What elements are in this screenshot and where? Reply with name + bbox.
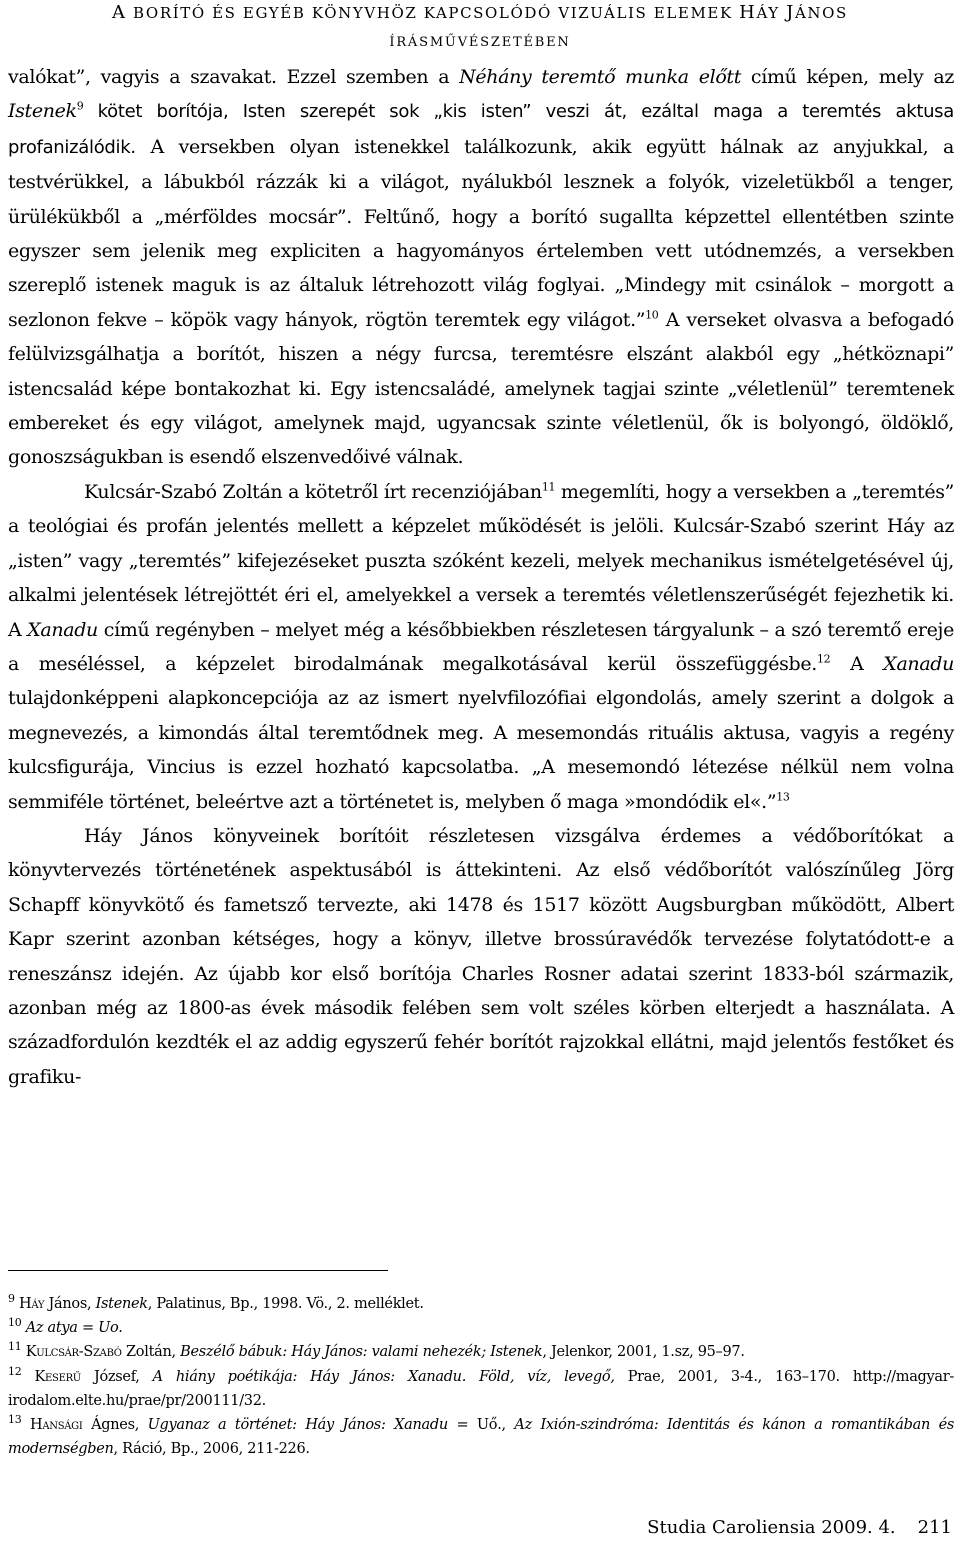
footnote-12 [8,1365,954,1413]
paragraph-2 [8,475,954,819]
running-head-line-2: ÍRÁSMŰVÉSZETÉBEN [389,35,571,50]
running-head-initial-a: A [112,2,127,23]
page-number: 211 [917,1517,952,1538]
footnote-11-author-rest: Zoltán, [121,1344,181,1361]
footnote-12-rest: Prae, 2001, 3-4., 163–170. [614,1368,840,1385]
p2-text-3: című regényben – melyet még a későbbiekben részletesen tárgyalunk – a szó teremtő ereje a meséléssel, a képzelet birodalmának megalkotásával kerül összefüggésbe. [8,618,954,675]
footnote-9-title: Istenek [95,1296,148,1312]
footnote-12-number: 12 [8,1364,22,1378]
footnote-ref-10[interactable]: 10 [645,308,659,322]
footnote-10-number: 10 [8,1316,22,1330]
footnote-9-rest: , Palatinus, Bp., 1998. Vö., 2. melléklet. [147,1296,424,1312]
footnotes [8,1292,954,1461]
footnote-ref-9[interactable]: 9 [76,100,84,114]
p1-text-5: A verseket olvasva a befogadó felülvizsgálhatja a borítót, hiszen a négy furcsa, teremtésre elszánt alakból egy „hétköznapi” istencsalád képe bontakozhat ki. Egy istencsaládé, amelynek tagjai szinte „véletlenül” teremtenek embereket és egy világot, amelynek majd, ugyancsak szinte véletlenül, ők is bolyongó, öldöklő, gonoszságukban is esendő elszenvedőivé válnak. [8,308,954,469]
footnote-12-author: Keserű [34,1368,81,1385]
p2-text-1: Kulcsár-Szabó Zoltán a kötetről írt recenziójában [84,480,542,503]
running-head-title: BORÍTÓ ÉS EGYÉB KÖNYVHÖZ KAPCSOLÓDÓ VIZUÁLIS ELEMEK [133,4,733,22]
running-head-hay: ÁY [756,4,780,22]
footnote-13 [8,1413,954,1461]
footnote-9-author: Háy [19,1296,45,1312]
p2-italic-title-1: Xanadu [27,618,98,641]
main-text [8,60,954,1094]
running-head [0,0,960,53]
paragraph-3 [8,819,954,1094]
footnote-10-text: Az atya = Uo. [25,1320,123,1337]
p1-italic-title-1: Néhány teremtő munka előtt [459,66,741,88]
running-head-initial-j: J [786,2,795,23]
paragraph-1 [8,60,954,475]
footnote-12-title: A hiány poétikája: Háy János: Xanadu. Föld, víz, levegő, [152,1368,615,1385]
p3-text-1: Háy János könyveinek borítóit részletesen vizsgálva érdemes a védőborítókat a könyvtervezés történetének aspektusából is áttekinteni. Az első védőborítót valószínűleg Jörg Schapff könyvkötő és fametsző tervezte, aki 1478 és 1517 között Augsburgban működött, Albert Kapr szerint azonban kétséges, hogy a könyv, illetve brossúravédők tervezése folytatódott-e a reneszánsz idején. Az újabb kor első borítója Charles Rosner adatai szerint 1833-ból származik, azonban még az 1800-as évek második felében sem volt széles körben elterjedt a használata. A századfordulón kezdték el az addig egyszerű fehér borítót rajzokkal ellátni, majd jelentős festőket és grafiku- [8,824,954,1088]
p1-text-3: kötet borítója, Isten szerepét sok „kis isten” veszi át, ezáltal maga a teremtés aktusa profanizálódik. [8,101,954,158]
footnote-11-number: 11 [8,1340,22,1354]
p2-text-5: tulajdonképpeni alapkoncepciója az az ismert nyelvfilozófiai elgondolás, amely szerint a dolgok a megnevezés, a kimondás által teremtődnek meg. A mesemondás rituális aktusa, vagyis a regény kulcsfigurája, Vincius is ezzel hozható kapcsolatba. „A mesemondó létezése nélkül nem volna semmiféle történet, beleértve azt a történetet is, melyben ő maga »mondódik el«.” [8,687,954,813]
page-footer [647,1517,952,1539]
footnote-13-mid: = Uő., [447,1417,515,1434]
footnote-13-rest: , Ráció, Bp., 2006, 211-226. [113,1441,310,1458]
running-head-initial-h: H [739,2,757,23]
p1-text-4: A versekben olyan istenekkel találkozunk, akik együtt hálnak az anyjukkal, a testvérükkel, a lábukból rázzák ki a világot, nyálukból lesznek a folyók, vizeletükből a tenger, ürülékükből a „mérföldes mocsár”. Feltűnő, hogy a borító sugallta képzettel ellentétben szinte egyszer sem jelenik meg expliciten a hagyományos értelemben vett utódnemzés, a versekben szereplő istenek maguk is az általuk létrehozott világ foglyai. „Mindegy mit csinálok – morgott a sezlonon fekve – köpök vagy hányok, rögtön teremtek egy világot.” [8,135,954,331]
journal-name: Studia Caroliensia 2009. 4. [647,1517,896,1538]
footnote-12-url-link[interactable]: http://magyar-irodalom.elte.hu/prae/pr/200111/32. [8,1368,954,1409]
running-head-janos: ÁNOS [795,4,848,22]
running-head-line-1 [0,0,960,23]
footnote-separator [8,1270,388,1271]
footnote-9-number: 9 [8,1292,15,1306]
footnote-11-title: Beszélő bábuk: Háy János: valami nehezék; Istenek [180,1344,543,1361]
footnote-ref-11[interactable]: 11 [541,480,556,494]
p2-text-2: megemlíti, hogy a versekben a „teremtés” a teológiai és profán jelentés mellett a képzelet működését is jelöli. Kulcsár-Szabó szerint Háy az „isten” vagy „teremtés” kifejezéseket puszta szóként kezeli, melyek mechanikus ismételgetésével új, alkalmi jelentések létrejöttét éri el, amelyekkel a versek a teremtés véletlenszerűségét fejezhetik ki. A [8,480,955,641]
footnote-13-number: 13 [8,1413,22,1427]
footnote-9-author-rest: János, [44,1296,96,1312]
p1-text-1: valókat”, vagyis a szavakat. Ezzel szemben a [8,66,460,88]
footnote-12-author-rest: József, [80,1368,153,1385]
footnote-13-author-rest: Ágnes, [82,1417,148,1434]
footnote-10 [8,1316,954,1340]
footnote-13-title-2: Az Ixión-szindróma: Identitás és kánon a romantikában és modernségben [8,1417,954,1458]
footnote-13-author-suffix: i [78,1417,83,1434]
p1-italic-title-2: Istenek [8,100,77,123]
footnote-11 [8,1340,954,1364]
p2-italic-title-2: Xanadu [883,652,954,675]
footnote-11-author: Kulcsár-Szabó [25,1344,122,1361]
footnote-13-author: Hanság [29,1417,79,1434]
footnote-ref-13[interactable]: 13 [776,790,790,804]
footnote-11-rest: , Jelenkor, 2001, 1.sz, 95–97. [542,1344,745,1361]
footnote-9 [8,1292,954,1316]
p2-text-4: A [830,652,884,675]
p1-text-2: című képen, mely az [740,66,954,88]
footnote-13-title-1: Ugyanaz a történet: Háy János: Xanadu [147,1417,448,1434]
footnote-ref-12[interactable]: 12 [816,652,831,666]
